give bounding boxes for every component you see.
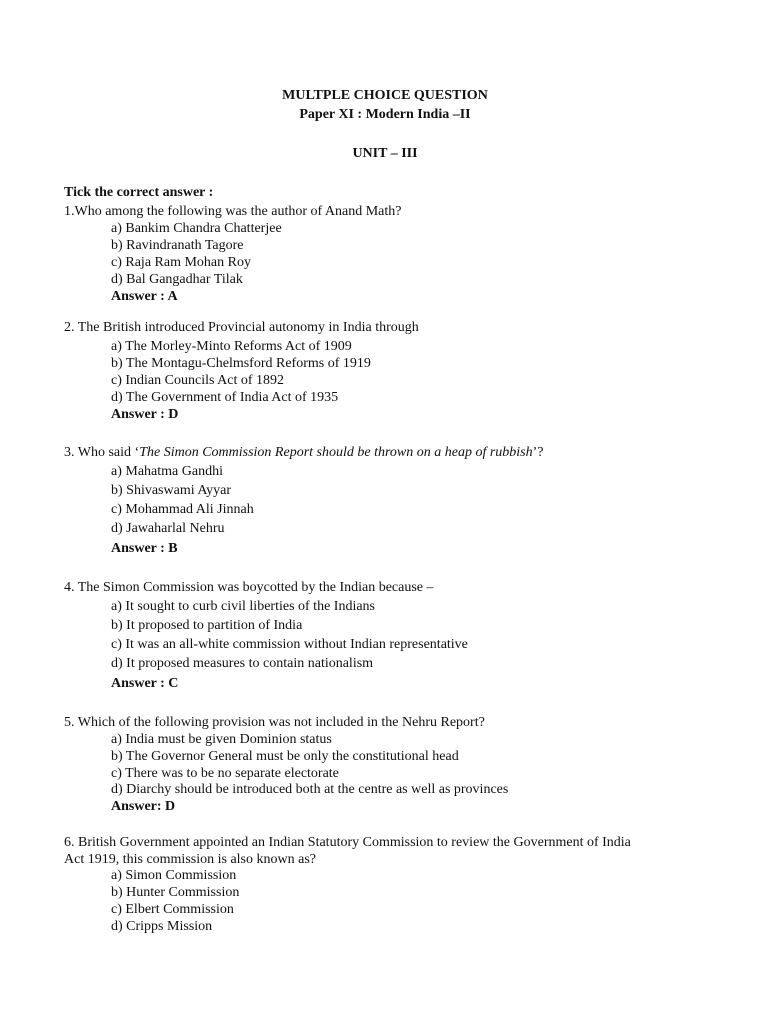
q4-option-d: d) It proposed measures to contain nationalism (111, 656, 374, 671)
q1-option-c: c) Raja Ram Mohan Roy (111, 255, 251, 270)
q5-option-a: a) India must be given Dominion status (111, 732, 332, 747)
q3-suffix: ’? (532, 445, 544, 460)
q5-option-d: d) Diarchy should be introduced both at the centre as well as provinces (111, 782, 509, 797)
unit-heading: UNIT – III (352, 146, 418, 161)
question-6-line-2: Act 1919, this commission is also known as? (64, 852, 316, 867)
question-2: 2. The British introduced Provincial autonomy in India through (64, 320, 419, 335)
q3-answer: Answer : B (111, 541, 178, 556)
q2-answer: Answer : D (111, 407, 179, 422)
q3-option-c: c) Mohammad Ali Jinnah (111, 502, 254, 517)
q6-option-b: b) Hunter Commission (111, 885, 240, 900)
q2-option-d: d) The Government of India Act of 1935 (111, 390, 339, 405)
question-1: 1.Who among the following was the author of Anand Math? (64, 204, 402, 219)
q2-option-c: c) Indian Councils Act of 1892 (111, 373, 285, 388)
q3-option-d: d) Jawaharlal Nehru (111, 521, 225, 536)
q6-option-a: a) Simon Commission (111, 868, 237, 883)
q3-prefix: 3. Who said ‘ (64, 445, 140, 460)
q3-option-b: b) Shivaswami Ayyar (111, 483, 232, 498)
q2-option-b: b) The Montagu-Chelmsford Reforms of 1919 (111, 356, 371, 371)
q5-option-c: c) There was to be no separate electorate (111, 766, 339, 781)
q4-option-b: b) It proposed to partition of India (111, 618, 303, 633)
question-3 (64, 444, 544, 461)
q1-option-a: a) Bankim Chandra Chatterjee (111, 221, 282, 236)
q1-option-b: b) Ravindranath Tagore (111, 238, 244, 253)
question-5: 5. Which of the following provision was not included in the Nehru Report? (64, 715, 485, 730)
paper-subtitle: Paper XI : Modern India –II (299, 107, 471, 122)
q1-answer: Answer : A (111, 289, 178, 304)
q1-option-d: d) Bal Gangadhar Tilak (111, 272, 243, 287)
q3-option-a: a) Mahatma Gandhi (111, 464, 223, 479)
q6-option-c: c) Elbert Commission (111, 902, 234, 917)
q5-answer: Answer: D (111, 799, 176, 814)
q3-quote: The Simon Commission Report should be thrown on a heap of rubbish (139, 445, 533, 460)
q6-option-d: d) Cripps Mission (111, 919, 213, 934)
q2-option-a: a) The Morley-Minto Reforms Act of 1909 (111, 339, 352, 354)
question-4: 4. The Simon Commission was boycotted by the Indian because – (64, 580, 434, 595)
document-title: MULTPLE CHOICE QUESTION (282, 88, 488, 103)
instruction: Tick the correct answer : (64, 185, 214, 200)
q4-option-c: c) It was an all-white commission without Indian representative (111, 637, 468, 652)
question-6-line-1: 6. British Government appointed an Indian Statutory Commission to review the Government of India (64, 835, 631, 850)
q4-option-a: a) It sought to curb civil liberties of the Indians (111, 599, 375, 614)
q4-answer: Answer : C (111, 676, 179, 691)
q5-option-b: b) The Governor General must be only the constitutional head (111, 749, 459, 764)
